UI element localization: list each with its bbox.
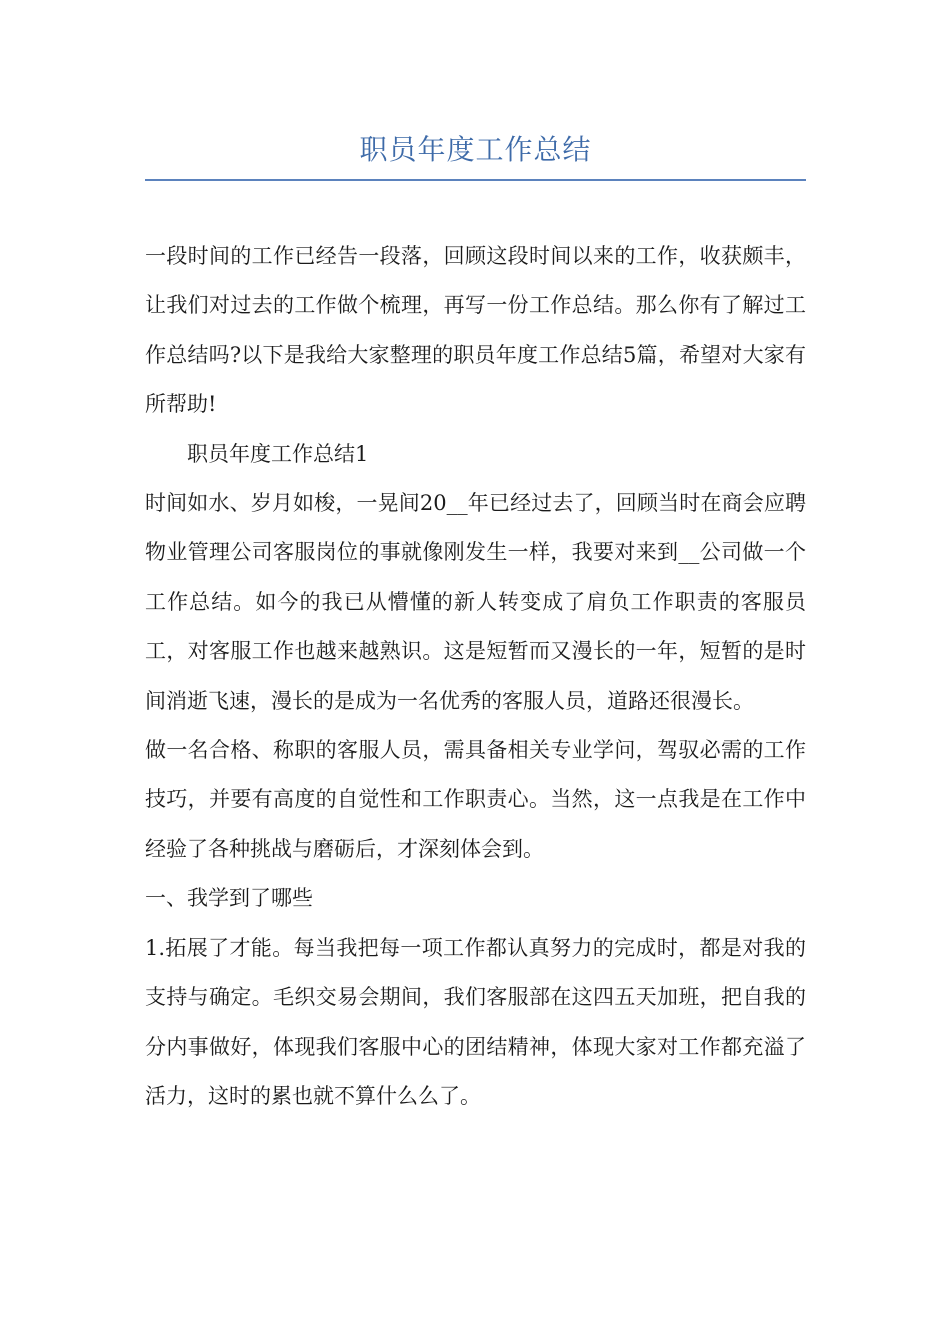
body-paragraph: 时间如水、岁月如梭，一晃间20__年已经过去了，回顾当时在商会应聘物业管理公司客服岗位的事就像刚发生一样，我要对来到__公司做一个工作总结。如今的我已从懵懂的新人转变成了肩负工作职责的客服员工，对客服工作也越来越熟识。这是短暂而又漫长的一年，短暂的是时间消逝飞速，漫长的是成为一名优秀的客服人员，道路还很漫长。 bbox=[145, 491, 806, 713]
document-body bbox=[145, 232, 806, 1121]
subsection-heading: 一、我学到了哪些 bbox=[145, 886, 313, 911]
section-heading: 职员年度工作总结1 bbox=[187, 441, 369, 466]
title-underline bbox=[145, 179, 806, 181]
body-paragraph: 做一名合格、称职的客服人员，需具备相关专业学问，驾驭必需的工作技巧，并要有高度的自觉性和工作职责心。当然，这一点我是在工作中经验了各种挑战与磨砺后，才深刻体会到。 bbox=[145, 738, 806, 861]
document-title: 职员年度工作总结 bbox=[359, 133, 592, 166]
intro-paragraph: 一段时间的工作已经告一段落，回顾这段时间以来的工作，收获颇丰，让我们对过去的工作做个梳理，再写一份工作总结。那么你有了解过工作总结吗?以下是我给大家整理的职员年度工作总结5篇，希望对大家有所帮助! bbox=[145, 244, 806, 417]
body-paragraph: 1.拓展了才能。每当我把每一项工作都认真努力的完成时，都是对我的支持与确定。毛织交易会期间，我们客服部在这四五天加班，把自我的分内事做好，体现我们客服中心的团结精神，体现大家对工作都充溢了活力，这时的累也就不算什么么了。 bbox=[145, 935, 806, 1108]
